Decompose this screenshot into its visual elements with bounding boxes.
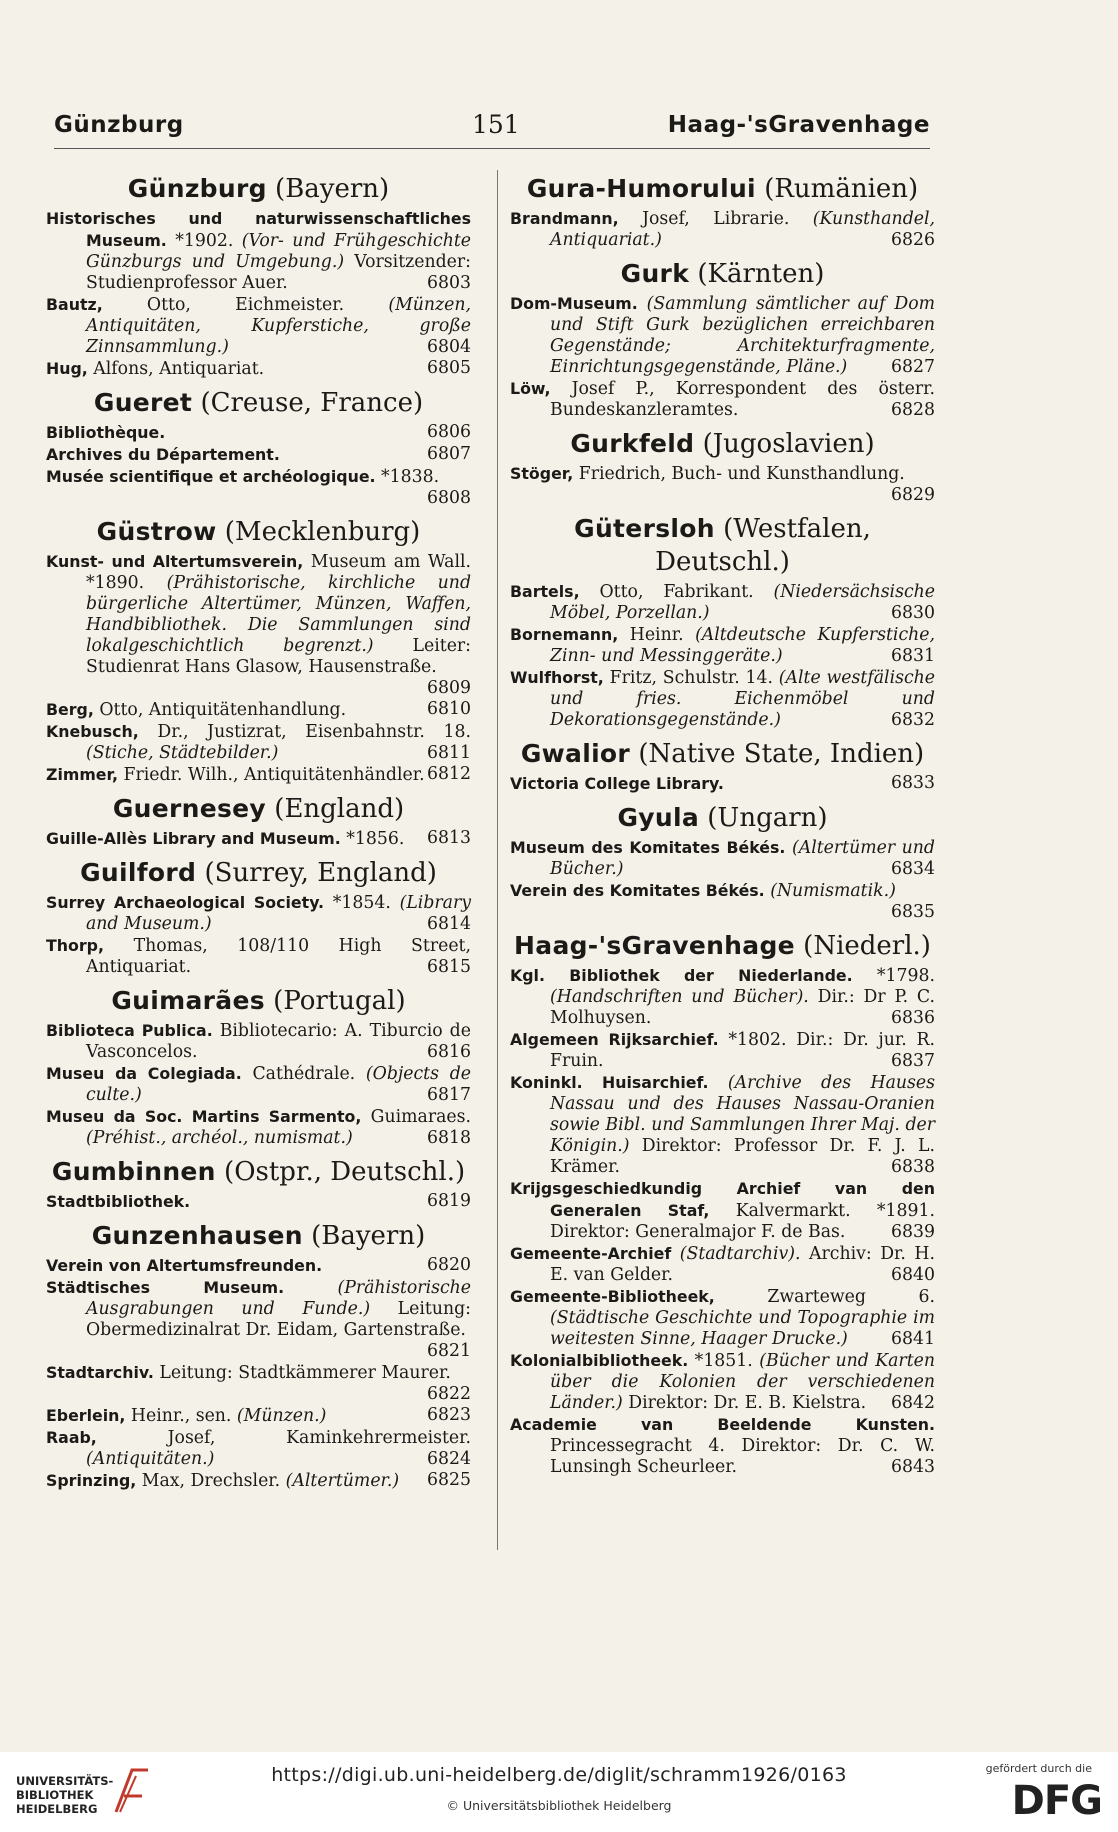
directory-entry bbox=[510, 773, 935, 795]
city-region: (Ostpr., Deutschl.) bbox=[224, 1157, 466, 1187]
institution-name: Kunst- und Altertumsverein, bbox=[46, 552, 304, 571]
entry-number: 6835 bbox=[891, 902, 935, 922]
city-heading bbox=[46, 984, 471, 1018]
entry-note: (Handschriften und Bücher). bbox=[550, 987, 809, 1007]
city-name: Guilford bbox=[80, 858, 197, 887]
directory-entry bbox=[510, 463, 935, 506]
entry-number: 6839 bbox=[891, 1222, 935, 1242]
entry-number: 6827 bbox=[891, 357, 935, 377]
entry-text: Guimaraes. bbox=[361, 1107, 471, 1127]
entry-number: 6809 bbox=[427, 678, 471, 698]
institution-name: Hug, bbox=[46, 359, 88, 378]
institution-name: Museu da Soc. Martins Sarmento, bbox=[46, 1107, 362, 1126]
city-name: Gurk bbox=[620, 259, 690, 288]
entry-text: Alfons, Antiquariat. bbox=[87, 359, 265, 379]
entry-note: (Bücher und Karten über die Kolonien der verschiedenen Länder.) bbox=[550, 1351, 935, 1413]
institution-name: Guille-Allès Library and Museum. bbox=[46, 829, 341, 848]
entry-number: 6823 bbox=[427, 1405, 471, 1425]
entry-text: *1854. bbox=[324, 893, 400, 913]
entry-number: 6813 bbox=[427, 828, 471, 848]
entry-note: (Kunsthandel, Antiquariat.) bbox=[550, 209, 935, 250]
sponsor-note: gefördert durch die bbox=[985, 1762, 1092, 1775]
institution-name: Museu da Colegiada. bbox=[46, 1064, 242, 1083]
entry-text bbox=[671, 1244, 680, 1264]
city-heading bbox=[510, 172, 935, 206]
entry-number: 6811 bbox=[427, 743, 471, 763]
city-heading bbox=[510, 737, 935, 771]
city-region: (Creuse, France) bbox=[200, 388, 424, 418]
institution-name: Biblioteca Publica. bbox=[46, 1021, 213, 1040]
entry-text: Princessegracht 4. Direktor: Dr. C. W. Lunsingh Scheurleer. bbox=[550, 1436, 935, 1477]
city-name: Günzburg bbox=[127, 174, 267, 203]
directory-entry bbox=[46, 1063, 471, 1106]
directory-entry bbox=[510, 667, 935, 731]
entry-note: (Préhist., archéol., numismat.) bbox=[86, 1128, 353, 1148]
city-region: (Niederl.) bbox=[803, 931, 931, 961]
entry-note: (Niedersächsische Möbel, Porzellan.) bbox=[550, 582, 935, 623]
directory-entry bbox=[46, 208, 471, 294]
directory-entry bbox=[46, 764, 471, 786]
directory-entry bbox=[46, 1427, 471, 1470]
entry-text-tail: Leitung: Obermedizinalrat Dr. Eidam, Gartenstraße. bbox=[86, 1299, 472, 1340]
entry-text: *1802. Dir.: Dr. jur. R. Fruin. bbox=[550, 1030, 935, 1071]
entry-number: 6805 bbox=[427, 358, 471, 378]
city-name: Gunzenhausen bbox=[91, 1221, 303, 1250]
directory-entry bbox=[510, 581, 935, 624]
entry-number: 6803 bbox=[427, 273, 471, 293]
entry-note: (Altertümer.) bbox=[285, 1471, 400, 1491]
directory-entry bbox=[46, 1020, 471, 1063]
entry-text: Heinr., sen. bbox=[125, 1406, 237, 1426]
entry-number: 6806 bbox=[427, 422, 471, 442]
entry-text: *1851. bbox=[688, 1351, 760, 1371]
entry-note: (Münzen.) bbox=[236, 1406, 327, 1426]
entry-text: Otto, Eichmeister. bbox=[102, 295, 389, 315]
city-region: (Native State, Indien) bbox=[638, 739, 925, 769]
entry-note: (Objects de culte.) bbox=[86, 1064, 471, 1105]
entry-number: 6818 bbox=[427, 1128, 471, 1148]
city-name: Güstrow bbox=[96, 517, 217, 546]
directory-entry bbox=[510, 1414, 935, 1478]
city-name: Gütersloh bbox=[574, 514, 715, 543]
entry-text-tail: Leiter: Studienrat Hans Glasow, Hausenstraße. bbox=[86, 636, 472, 677]
institution-name: Bautz, bbox=[46, 295, 103, 314]
entry-text: Otto, Fabrikant. bbox=[579, 582, 774, 602]
copyright-notice: © Universitätsbibliothek Heidelberg bbox=[446, 1798, 672, 1813]
entry-text: Zwarteweg 6. bbox=[714, 1287, 935, 1307]
entry-number: 6821 bbox=[427, 1341, 471, 1361]
city-heading bbox=[46, 172, 471, 206]
institution-name: Verein von Altertumsfreunden. bbox=[46, 1256, 323, 1275]
entry-number: 6817 bbox=[427, 1085, 471, 1105]
column-divider bbox=[497, 170, 498, 1550]
city-region: (Ungarn) bbox=[707, 803, 828, 833]
entry-number: 6828 bbox=[891, 400, 935, 420]
entry-text: Josef, Librarie. bbox=[618, 209, 813, 229]
entry-text: Thomas, 108/110 High Street, Antiquariat. bbox=[86, 936, 471, 977]
entry-text bbox=[709, 1073, 728, 1093]
city-region: (Mecklenburg) bbox=[224, 517, 421, 547]
city-name: Gwalior bbox=[520, 739, 631, 768]
city-region: (Bayern) bbox=[311, 1221, 426, 1251]
entry-text-tail: Direktor: Dr. E. B. Kielstra. bbox=[622, 1393, 867, 1413]
city-region: (Portugal) bbox=[273, 986, 406, 1016]
entry-note: (Altdeutsche Kupferstiche, Zinn- und Messinggeräte.) bbox=[550, 625, 935, 666]
institution-name: Brandmann, bbox=[510, 209, 619, 228]
directory-entry bbox=[46, 1405, 471, 1427]
directory-entry bbox=[46, 466, 471, 509]
directory-entry bbox=[46, 699, 471, 721]
left-column bbox=[46, 166, 471, 1492]
institution-name: Museum des Komitates Békés. bbox=[510, 838, 786, 857]
directory-entry bbox=[46, 1106, 471, 1149]
institution-name: Historisches und naturwissenschaftliches Museum. bbox=[46, 209, 471, 250]
entry-text: Dr., Justizrat, Eisenbahnstr. 18. bbox=[138, 722, 471, 742]
entry-number: 6833 bbox=[891, 773, 935, 793]
directory-entry bbox=[510, 837, 935, 880]
entry-note: (Stadtarchiv). bbox=[679, 1244, 801, 1264]
entry-number: 6814 bbox=[427, 914, 471, 934]
entry-number: 6838 bbox=[891, 1157, 935, 1177]
city-heading bbox=[46, 515, 471, 549]
institution-name: Krijgsgeschiedkundig Archief van den Generalen Staf, bbox=[510, 1179, 935, 1220]
institution-name: Bartels, bbox=[510, 582, 580, 601]
city-heading bbox=[46, 386, 471, 420]
institution-name: Thorp, bbox=[46, 936, 104, 955]
directory-entry bbox=[46, 358, 471, 380]
directory-entry bbox=[46, 1470, 471, 1492]
directory-entry bbox=[46, 551, 471, 699]
entry-number: 6830 bbox=[891, 603, 935, 623]
institution-name: Bibliothèque. bbox=[46, 423, 166, 442]
directory-entry bbox=[510, 1286, 935, 1350]
entry-note: (Alte westfälische und fries. Eichenmöbel und Dekorationsgegenstände.) bbox=[550, 668, 936, 730]
entry-text: Cathédrale. bbox=[241, 1064, 366, 1084]
entry-note: (Städtische Geschichte und Topographie im weitesten Sinne, Haager Drucke.) bbox=[550, 1308, 935, 1349]
city-name: Gura-Humorului bbox=[526, 174, 756, 203]
city-name: Gurkfeld bbox=[570, 429, 695, 458]
directory-entry bbox=[510, 378, 935, 421]
directory-entry bbox=[46, 828, 471, 850]
entry-number: 6810 bbox=[427, 699, 471, 719]
institution-name: Eberlein, bbox=[46, 1406, 126, 1425]
directory-entry bbox=[510, 965, 935, 1029]
city-name: Gyula bbox=[617, 803, 700, 832]
directory-entry bbox=[510, 624, 935, 667]
entry-text: Leitung: Stadtkämmerer Maurer. bbox=[153, 1363, 451, 1383]
city-name: Gueret bbox=[93, 388, 193, 417]
city-region: (Jugoslavien) bbox=[702, 429, 875, 459]
institution-name: Verein des Komitates Békés. bbox=[510, 881, 765, 900]
entry-text: Friedrich, Buch- und Kunsthandlung. bbox=[573, 464, 905, 484]
entry-text: Josef P., Korrespondent des österr. Bundeskanzleramtes. bbox=[550, 379, 935, 420]
entry-note: (Archive des Hauses Nassau und des Hauses Nassau-Oranien sowie Bibl. und Sammlungen Ihrer Maj. der Königin.) bbox=[550, 1073, 935, 1156]
entry-number: 6819 bbox=[427, 1191, 471, 1211]
entry-note: (Stiche, Städtebilder.) bbox=[86, 743, 279, 763]
institution-name: Zimmer, bbox=[46, 765, 118, 784]
institution-name: Stöger, bbox=[510, 464, 574, 483]
institution-name: Raab, bbox=[46, 1428, 97, 1447]
entry-number: 6824 bbox=[427, 1449, 471, 1469]
entry-number: 6842 bbox=[891, 1393, 935, 1413]
logo-line: BIBLIOTHEK bbox=[16, 1788, 94, 1802]
dfg-logo: DFG bbox=[1011, 1778, 1102, 1824]
directory-entry bbox=[510, 1243, 935, 1286]
entry-text-tail: Direktor: Professor Dr. F. J. L. Krämer. bbox=[550, 1136, 935, 1177]
city-region: (Surrey, England) bbox=[204, 858, 437, 888]
entry-note: (Münzen, Antiquitäten, Kupferstiche, große Zinnsammlung.) bbox=[86, 295, 471, 357]
directory-entry bbox=[510, 1029, 935, 1072]
institution-name: Sprinzing, bbox=[46, 1471, 137, 1490]
entry-number: 6837 bbox=[891, 1051, 935, 1071]
entry-text: *1798. bbox=[852, 966, 936, 986]
entry-number: 6829 bbox=[891, 485, 935, 505]
entry-number: 6834 bbox=[891, 859, 935, 879]
city-heading bbox=[510, 801, 935, 835]
institution-name: Kgl. Bibliothek der Niederlande. bbox=[510, 966, 853, 985]
entry-text: *1856. bbox=[340, 829, 405, 849]
entry-number: 6815 bbox=[427, 957, 471, 977]
directory-entry bbox=[510, 293, 935, 378]
city-name: Haag-'sGravenhage bbox=[514, 931, 795, 960]
entry-text: *1902. bbox=[166, 231, 242, 251]
directory-entry bbox=[510, 880, 935, 923]
header-rule bbox=[54, 148, 930, 149]
city-heading bbox=[46, 1219, 471, 1253]
directory-entry bbox=[510, 208, 935, 251]
city-region: (Bayern) bbox=[275, 174, 390, 204]
institution-name: Koninkl. Huisarchief. bbox=[510, 1073, 709, 1092]
institution-name: Academie van Beeldende Kunsten. bbox=[510, 1415, 935, 1434]
institution-name: Victoria College Library. bbox=[510, 774, 724, 793]
directory-entry bbox=[510, 1350, 935, 1414]
institution-name: Algemeen Rijksarchief. bbox=[510, 1030, 719, 1049]
entry-text bbox=[638, 294, 647, 314]
entry-note: (Antiquitäten.) bbox=[86, 1449, 215, 1469]
entry-text: Otto, Antiquitätenhandlung. bbox=[93, 700, 347, 720]
entry-text: Bibliotecario: A. Tiburcio de Vasconcelos. bbox=[86, 1021, 471, 1062]
institution-name: Musée scientifique et archéologique. bbox=[46, 467, 376, 486]
entry-text: Friedr. Wilh., Antiquitätenhändler. bbox=[117, 765, 425, 785]
entry-text: Josef, Kaminkehrermeister. bbox=[96, 1428, 471, 1448]
logo-line: HEIDELBERG bbox=[16, 1802, 98, 1816]
entry-number: 6840 bbox=[891, 1265, 935, 1285]
entry-number: 6843 bbox=[891, 1457, 935, 1477]
directory-entry bbox=[46, 444, 471, 466]
entry-number: 6816 bbox=[427, 1042, 471, 1062]
directory-entry bbox=[46, 935, 471, 978]
source-url[interactable]: https://digi.ub.uni-heidelberg.de/diglit/schramm1926/0163 bbox=[271, 1764, 847, 1786]
city-heading bbox=[510, 512, 935, 579]
city-heading bbox=[510, 257, 935, 291]
header-right: Haag-'sGravenhage bbox=[667, 112, 930, 138]
entry-number: 6822 bbox=[427, 1384, 471, 1404]
city-name: Guernesey bbox=[112, 794, 267, 823]
directory-entry bbox=[46, 1362, 471, 1405]
directory-entry bbox=[46, 1255, 471, 1277]
city-heading bbox=[510, 427, 935, 461]
institution-name: Städtisches Museum. bbox=[46, 1278, 285, 1297]
institution-name: Dom-Museum. bbox=[510, 294, 638, 313]
entry-note: (Prähistorische Ausgrabungen und Funde.) bbox=[86, 1278, 471, 1319]
entry-text: Museum am Wall. *1890. bbox=[86, 552, 471, 593]
institution-name: Kolonialbibliotheek. bbox=[510, 1351, 689, 1370]
entry-note: (Sammlung sämtlicher auf Dom und Stift Gurk bezüglichen erreichbaren Gegenstände; Architekturfragmente, Einrichtungsgegenstände, Pläne.) bbox=[550, 294, 935, 377]
entry-number: 6825 bbox=[427, 1470, 471, 1490]
entry-number: 6820 bbox=[427, 1255, 471, 1275]
directory-entry bbox=[46, 422, 471, 444]
entry-text bbox=[284, 1278, 337, 1298]
directory-entry bbox=[510, 1178, 935, 1243]
entry-number: 6832 bbox=[891, 710, 935, 730]
header-left: Günzburg bbox=[54, 112, 184, 138]
city-region: (Rumänien) bbox=[764, 174, 919, 204]
entry-number: 6808 bbox=[427, 488, 471, 508]
entry-text: *1838. bbox=[375, 467, 440, 487]
logo-line: UNIVERSITÄTS- bbox=[16, 1774, 114, 1788]
institution-name: Löw, bbox=[510, 379, 551, 398]
entry-note: (Library and Museum.) bbox=[86, 893, 471, 934]
city-heading bbox=[46, 856, 471, 890]
entry-number: 6804 bbox=[427, 337, 471, 357]
entry-number: 6836 bbox=[891, 1008, 935, 1028]
directory-entry bbox=[46, 1191, 471, 1213]
directory-entry bbox=[46, 721, 471, 764]
entry-number: 6812 bbox=[427, 764, 471, 784]
entry-note: (Vor- und Frühgeschichte Günzburgs und Umgebung.) bbox=[86, 231, 471, 272]
directory-entry bbox=[46, 294, 471, 358]
entry-number: 6807 bbox=[427, 444, 471, 464]
entry-note: (Numismatik.) bbox=[770, 881, 896, 901]
directory-entry bbox=[46, 1277, 471, 1362]
entry-note: (Altertümer und Bücher.) bbox=[550, 838, 935, 879]
city-heading bbox=[510, 929, 935, 963]
city-heading bbox=[46, 1155, 471, 1189]
entry-number: 6826 bbox=[891, 230, 935, 250]
entry-text: Heinr. bbox=[618, 625, 696, 645]
city-name: Gumbinnen bbox=[51, 1157, 216, 1186]
entry-text: Max, Drechsler. bbox=[136, 1471, 286, 1491]
city-region: (Westfalen, Deutschl.) bbox=[655, 514, 871, 577]
entry-text: Kalvermarkt. *1891. Direktor: Generalmajor F. de Bas. bbox=[550, 1201, 935, 1242]
city-name: Guimarães bbox=[111, 986, 265, 1015]
institution-name: Stadtbibliothek. bbox=[46, 1192, 191, 1211]
institution-name: Gemeente-Archief bbox=[510, 1244, 672, 1263]
page-number: 151 bbox=[472, 110, 520, 139]
entry-number: 6831 bbox=[891, 646, 935, 666]
right-column bbox=[510, 166, 935, 1478]
footer-bar bbox=[0, 1752, 1118, 1832]
city-region: (England) bbox=[274, 794, 405, 824]
entry-note: (Prähistorische, kirchliche und bürgerliche Altertümer, Münzen, Waffen, Handbibliothek. Die Sammlungen sind lokalgeschichtlich begrenzt.) bbox=[86, 573, 471, 656]
running-header bbox=[54, 112, 930, 146]
entry-text-tail: Vorsitzender: Studienprofessor Auer. bbox=[86, 252, 471, 293]
institution-name: Surrey Archaeological Society. bbox=[46, 893, 325, 912]
institution-name: Berg, bbox=[46, 700, 94, 719]
institution-name: Wulfhorst, bbox=[510, 668, 604, 687]
city-heading bbox=[46, 792, 471, 826]
entry-text-tail: Archiv: Dr. H. E. van Gelder. bbox=[550, 1244, 935, 1285]
city-region: (Kärnten) bbox=[697, 259, 825, 289]
institution-name: Knebusch, bbox=[46, 722, 139, 741]
directory-entry bbox=[46, 892, 471, 935]
entry-number: 6841 bbox=[891, 1329, 935, 1349]
entry-text-tail: Dir.: Dr P. C. Molhuysen. bbox=[550, 987, 936, 1028]
institution-name: Stadtarchiv. bbox=[46, 1363, 154, 1382]
institution-name: Archives du Département. bbox=[46, 445, 280, 464]
institution-name: Bornemann, bbox=[510, 625, 619, 644]
institution-name: Gemeente-Bibliotheek, bbox=[510, 1287, 715, 1306]
directory-entry bbox=[510, 1072, 935, 1178]
entry-text: Fritz, Schulstr. 14. bbox=[603, 668, 779, 688]
